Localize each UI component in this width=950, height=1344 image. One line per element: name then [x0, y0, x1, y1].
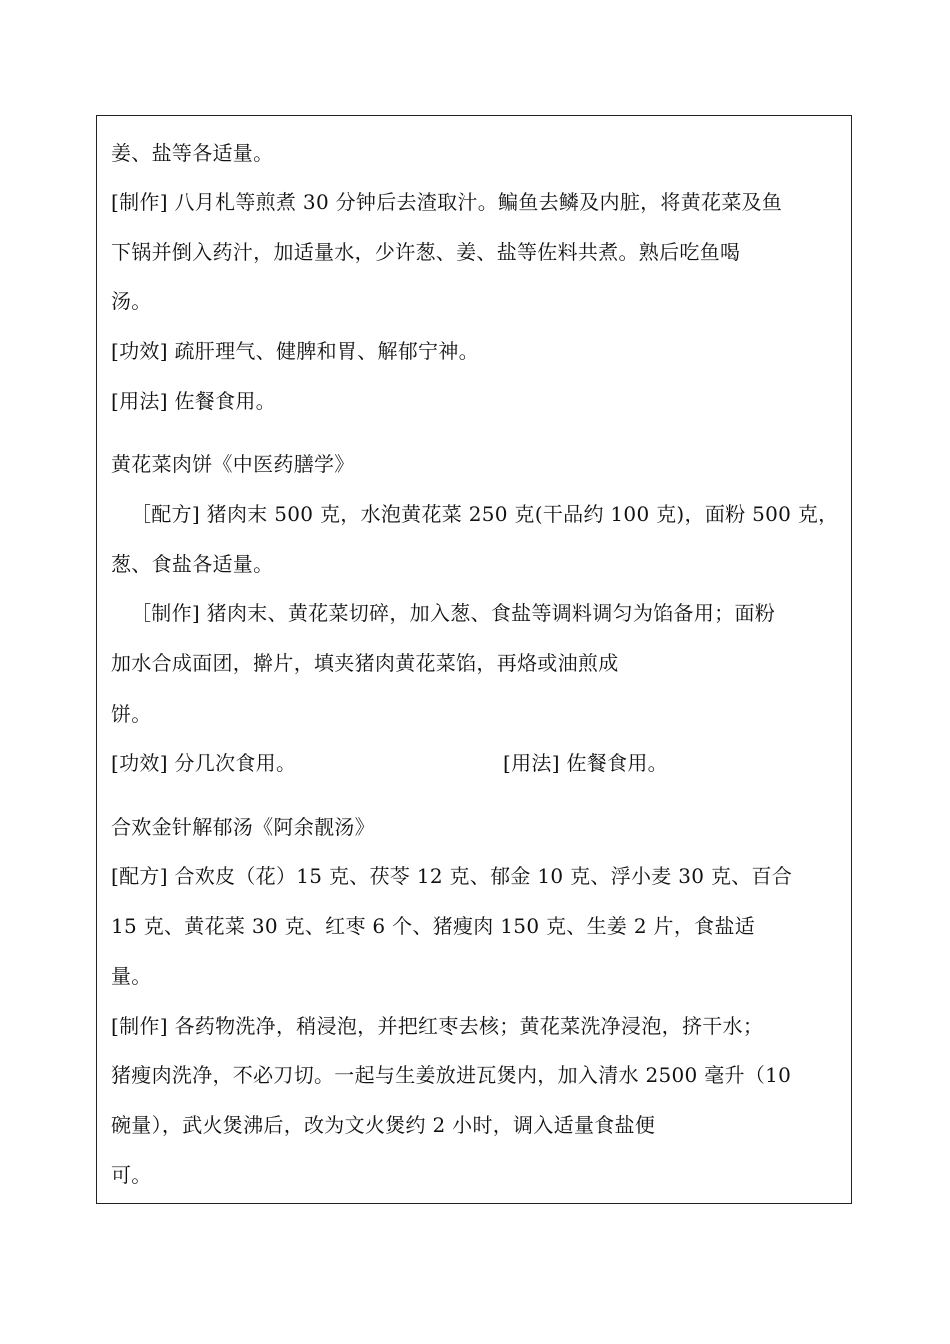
- text-line: [功效] 疏肝理气、健脾和胃、解郁宁神。: [111, 339, 479, 363]
- text-line: 15 克、黄花菜 30 克、红枣 6 个、猪瘦肉 150 克、生姜 2 片，食盐适: [111, 914, 756, 938]
- text-line: 饼。: [111, 702, 152, 726]
- text-line: ［制作] 猪肉末、黄花菜切碎，加入葱、食盐等调料调匀为馅备用；面粉: [131, 601, 776, 625]
- text-line: 汤。: [111, 289, 152, 313]
- text-line: [用法] 佐餐食用。: [503, 751, 668, 775]
- text-line: 下锅并倒入药汁，加适量水，少许葱、姜、盐等佐料共煮。熟后吃鱼喝: [111, 240, 741, 264]
- text-line: 碗量），武火煲沸后，改为文火煲约 2 小时，调入适量食盐便: [111, 1113, 656, 1137]
- text-line: 加水合成面团，擀片，填夹猪肉黄花菜馅，再烙或油煎成: [111, 651, 619, 675]
- text-line: [用法] 佐餐食用。: [111, 389, 276, 413]
- text-line: 葱、食盐各适量。: [111, 552, 274, 576]
- text-line: ［配方] 猪肉末 500 克，水泡黄花菜 250 克(干品约 100 克)，面粉 500 克，: [131, 502, 839, 526]
- text-line: 猪瘦肉洗净，不必刀切。一起与生姜放进瓦煲内，加入清水 2500 毫升（10: [111, 1063, 792, 1087]
- section-heading: 黄花菜肉饼《中医药膳学》: [111, 452, 355, 476]
- text-line: [功效] 分几次食用。: [111, 751, 297, 775]
- text-line: 量。: [111, 964, 152, 988]
- text-line: [制作] 八月札等煎煮 30 分钟后去渣取汁。鳊鱼去鳞及内脏，将黄花菜及鱼: [111, 190, 783, 214]
- section-heading: 合欢金针解郁汤《阿余靓汤》: [111, 815, 375, 839]
- text-line: 姜、盐等各适量。: [111, 141, 274, 165]
- text-line: [配方] 合欢皮（花）15 克、茯苓 12 克、郁金 10 克、浮小麦 30 克、百合: [111, 864, 793, 888]
- text-line: 可。: [111, 1163, 152, 1187]
- text-line: [制作] 各药物洗净，稍浸泡，并把红枣去核；黄花菜洗净浸泡，挤干水；: [111, 1014, 764, 1038]
